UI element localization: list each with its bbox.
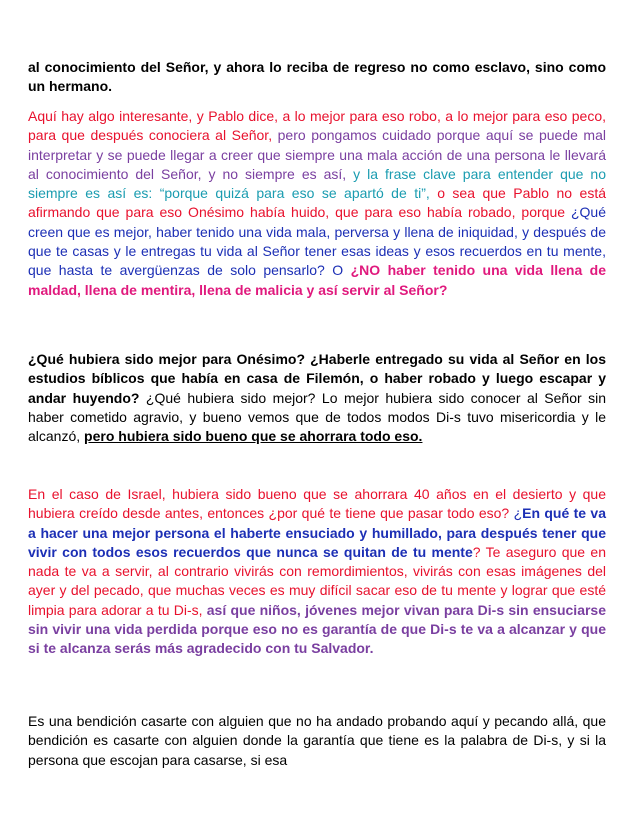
paragraph-3 (28, 350, 606, 446)
paragraph-4-segment-3: En qué te va a hacer una mejor persona el haberte ensuciado y humillado, para después tener que vivir con todos esos recuerdos que nunca se quitan de tu mente (28, 505, 607, 560)
paragraph-1-text: al conocimiento del Señor, y ahora lo reciba de regreso no como esclavo, sino como un hermano. (28, 59, 606, 95)
paragraph-5 (28, 712, 606, 770)
paragraph-3-segment-1: ¿Qué hubiera sido mejor para Onésimo? ¿Haberle entregado su vida al Señor en los estudios bíblicos que había en casa de Filemón, o haber robado y luego escapar y andar huyendo? (28, 351, 606, 406)
paragraph-3-segment-3: pero hubiera sido bueno que se ahorrara todo eso. (84, 428, 423, 445)
paragraph-5-text: Es una bendición casarte con alguien que no ha andado probando aquí y pecando allá, que bendición es casarte con alguien donde la garantía que tiene es la palabra de Di-s, y si la persona que escojan para casarse, si esa (28, 713, 606, 768)
paragraph-3-segment-2: ¿Qué hubiera sido mejor? Lo mejor hubiera sido conocer al Señor sin haber cometido agravio, y bueno vemos que de todos modos Di-s tuvo misericordia y le alcanzó, (28, 389, 606, 445)
paragraph-4-segment-1: En el caso de Israel, hubiera sido bueno que se ahorrara 40 años en el desierto y que hubiera creído desde antes, entonces ¿por qué te tiene que pasar todo eso? (28, 486, 606, 522)
paragraph-2-segment-2: pero pongamos cuidado porque aquí se puede mal interpretar y se puede llegar a creer que siempre una mala acción de una persona le llevará al conocimiento del Señor, y no siempre es así, (28, 127, 606, 182)
paragraph-4-segment-5: así que niños, jóvenes mejor vivan para Di-s sin ensuciarse sin vivir una vida perdida porque eso no es garantía de que Di-s te va a alcanzar y que si te alcanza serás más agradecido con tu Salvador. (28, 601, 607, 657)
paragraph-2-segment-6: O (332, 262, 351, 279)
paragraph-2-segment-1: Aquí hay algo interesante, y Pablo dice, a lo mejor para eso robo, a lo mejor para eso peco, para que después conociera al Señor, (28, 108, 606, 144)
paragraph-2-segment-5: ¿Qué creen que es mejor, haber tenido una vida mala, perversa y llena de iniquidad, y después de que te casas y le entregas tu vida al Señor tener esas ideas y esos recuerdos en tu mente, que hasta te avergüenzas de solo pensarlo? (28, 204, 606, 279)
paragraph-2-segment-7: ¿NO haber tenido una vida llena de maldad, llena de mentira, llena de malicia y así servir al Señor? (28, 262, 607, 298)
paragraph-2-segment-3: y la frase clave para entender que no siempre es así es: “porque quizá para eso se apartó de ti”, (28, 165, 606, 202)
paragraph-2-segment-4: o sea que Pablo no está afirmando que para eso Onésimo había huido, que para eso había robado, porque (28, 185, 606, 221)
paragraph-4-segment-4: ? Te aseguro que en nada te va a servir, al contrario vivirás con remordimientos, vivirás con esas imágenes del ayer y del pecado, que muchas veces es muy difícil sacar eso de tu mente y lograr que esté limpia para adorar a tu Di-s, (28, 543, 607, 618)
paragraph-1 (28, 58, 606, 97)
paragraph-2 (28, 107, 606, 300)
paragraph-4-segment-2: ¿ (513, 505, 523, 522)
paragraph-4 (28, 485, 606, 659)
